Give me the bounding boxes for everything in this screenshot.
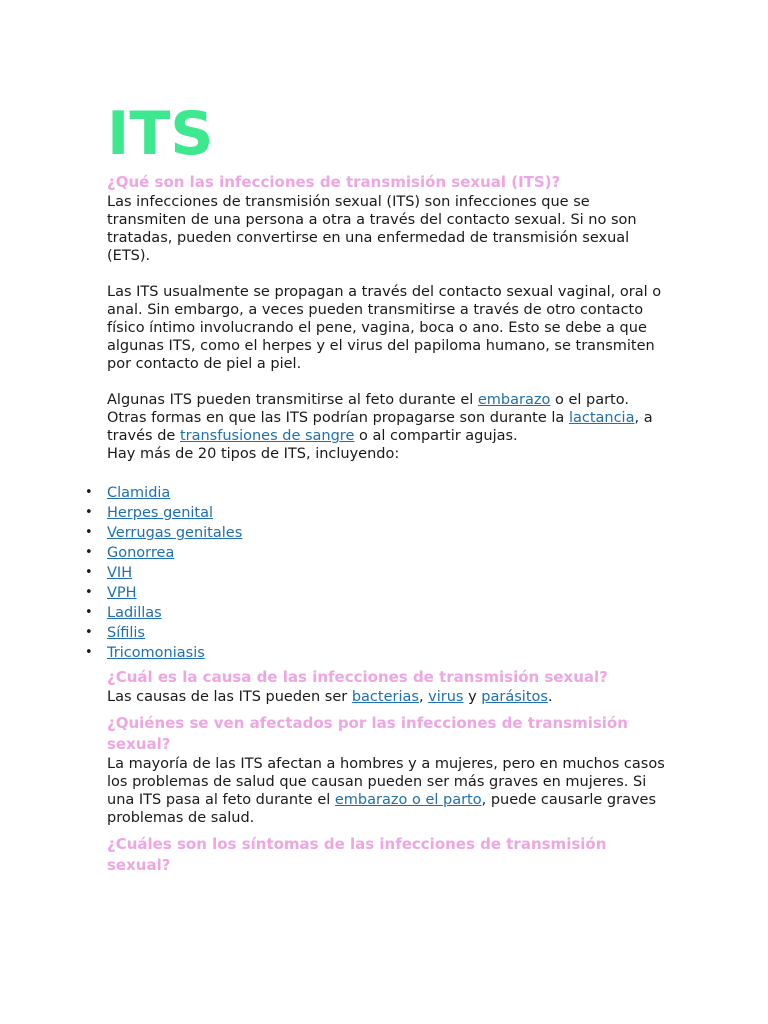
link-virus[interactable]: virus <box>428 689 464 705</box>
text-segment: , a través de <box>107 410 653 444</box>
list-intro: Hay más de 20 tipos de ITS, incluyendo: <box>107 446 400 462</box>
link-herpes-genital[interactable]: Herpes genital <box>107 505 214 521</box>
paragraph-propagacion: Las ITS usualmente se propagan a través del contacto sexual vaginal, oral o anal. Sin embargo, a veces pueden transmitirse a través de otro contacto físico íntimo involucrando el pene, vagina, boca o ano. Esto se debe a que algunas ITS, como el herpes y el virus del papiloma humano, se transmiten por contacto de piel a piel. <box>107 284 662 372</box>
paragraph-transmision-feto <box>107 391 667 463</box>
section-heading-causa: ¿Cuál es la causa de las infecciones de transmisión sexual? <box>107 668 608 686</box>
link-vih[interactable]: VIH <box>107 565 133 581</box>
its-types-list <box>107 483 667 663</box>
list-item <box>107 583 667 603</box>
link-verrugas-genitales[interactable]: Verrugas genitales <box>107 525 243 541</box>
section-heading-que-son: ¿Qué son las infecciones de transmisión sexual (ITS)? <box>107 173 561 191</box>
section-heading-afectados: ¿Quiénes se ven afectados por las infecciones de transmisión sexual? <box>107 714 628 753</box>
paragraph-afectados <box>107 755 667 827</box>
list-item <box>107 523 667 543</box>
link-embarazo[interactable]: embarazo <box>477 392 551 408</box>
section-heading-sintomas: ¿Cuáles son los síntomas de las infecciones de transmisión sexual? <box>107 835 607 874</box>
list-item <box>107 643 667 663</box>
text-segment: y <box>463 689 482 705</box>
link-transfusiones-de-sangre[interactable]: transfusiones de sangre <box>179 428 355 444</box>
link-lactancia[interactable]: lactancia <box>568 410 635 426</box>
text-segment: Las causas de las ITS pueden ser <box>107 689 352 705</box>
list-item <box>107 503 667 523</box>
text-segment: o el parto. Otras formas en que las ITS podrían propagarse son durante la <box>107 392 629 426</box>
paragraph-causa <box>107 688 667 706</box>
text-segment: Algunas ITS pueden transmitirse al feto durante el <box>107 392 478 408</box>
link-parasitos[interactable]: parásitos <box>481 689 548 705</box>
link-gonorrea[interactable]: Gonorrea <box>107 545 175 561</box>
list-item <box>107 563 667 583</box>
link-clamidia[interactable]: Clamidia <box>107 485 171 501</box>
link-embarazo-o-el-parto[interactable]: embarazo o el parto <box>334 792 482 808</box>
list-item <box>107 543 667 563</box>
text-segment: , <box>418 689 429 705</box>
list-item <box>107 483 667 503</box>
list-item <box>107 603 667 623</box>
link-tricomoniasis[interactable]: Tricomoniasis <box>107 645 205 661</box>
page-title: ITS <box>107 99 214 169</box>
text-segment: , puede causarle graves problemas de salud. <box>107 792 657 826</box>
text-segment: La mayoría de las ITS afectan a hombres y a mujeres, pero en muchos casos los problemas de salud que causan pueden ser más graves en mujeres. Si una ITS pasa al feto durante el <box>107 756 665 808</box>
link-vph[interactable]: VPH <box>107 585 137 601</box>
text-segment: . <box>547 689 553 705</box>
paragraph-definicion: Las infecciones de transmisión sexual (ITS) son infecciones que se transmiten de una persona a otra a través del contacto sexual. Si no son tratadas, pueden convertirse en una enfermedad de transmisión sexual (ETS). <box>107 194 637 264</box>
link-ladillas[interactable]: Ladillas <box>107 605 162 621</box>
link-sifilis[interactable]: Sífilis <box>107 625 145 641</box>
link-bacterias[interactable]: bacterias <box>351 689 419 705</box>
document-page <box>107 96 667 876</box>
list-item <box>107 623 667 643</box>
text-segment: o al compartir agujas. <box>354 428 518 444</box>
